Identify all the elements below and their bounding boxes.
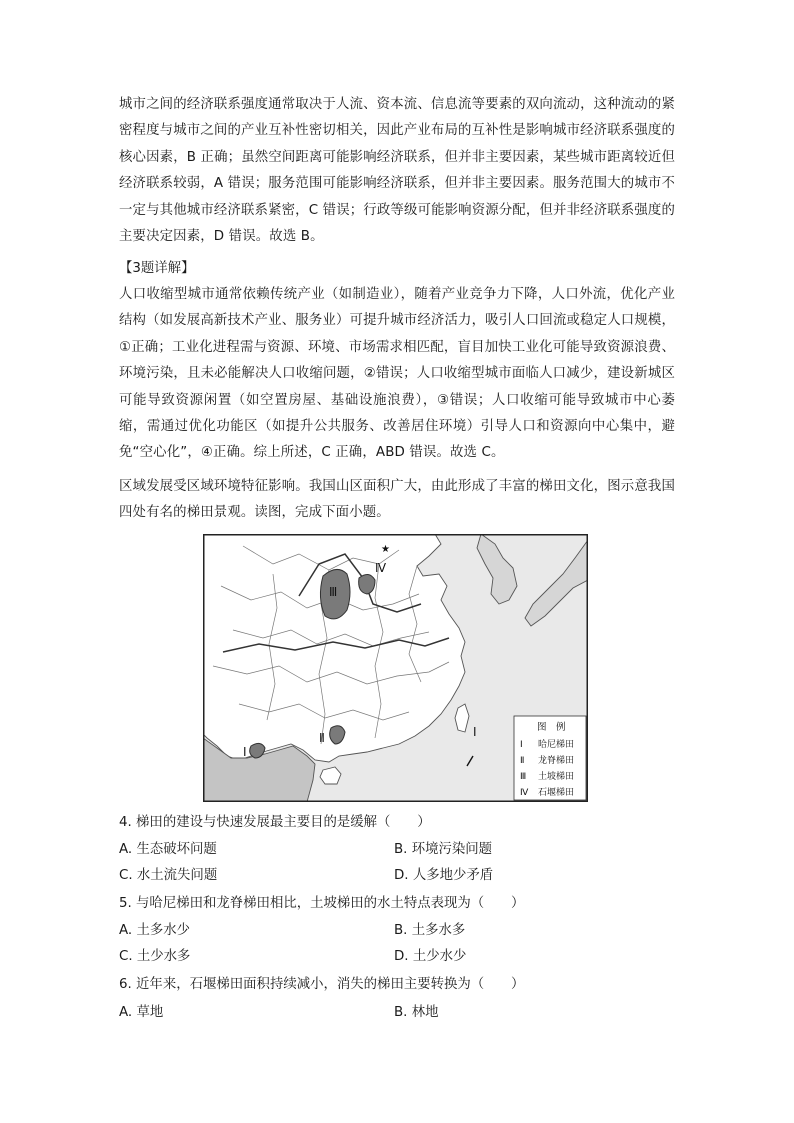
question-6-option-a[interactable]: A. 草地 [119, 1005, 164, 1020]
question-4-option-d[interactable]: D. 人多地少矛盾 [394, 868, 494, 883]
legend-num-I: Ⅰ [520, 739, 523, 749]
legend-num-IV: Ⅳ [520, 787, 529, 797]
legend-num-II: Ⅱ [520, 755, 525, 765]
question-6-option-b[interactable]: B. 林地 [394, 1005, 439, 1020]
legend-name-III: 土坡梯田 [538, 772, 575, 782]
question-5-option-c[interactable]: C. 土少水多 [119, 949, 191, 964]
intro-paragraph: 区域发展受区域环境特征影响。我国山区面积广大，由此形成了丰富的梯田文化，图示意我国四处有名的梯田景观。读图，完成下面小题。 [119, 479, 675, 521]
question-4-option-b[interactable]: B. 环境污染问题 [394, 842, 493, 857]
question-5-option-d[interactable]: D. 土少水少 [394, 949, 467, 964]
question-5-option-b[interactable]: B. 土多水多 [394, 923, 466, 938]
legend-num-III: Ⅲ [520, 771, 527, 781]
question-4-option-c[interactable]: C. 水土流失问题 [119, 868, 218, 883]
legend-name-II: 龙脊梯田 [538, 756, 575, 766]
marker-III: Ⅲ [329, 585, 338, 599]
map-svg [203, 534, 588, 802]
marker-II: Ⅱ [319, 731, 325, 745]
question-5-stem: 5. 与哈尼梯田和龙脊梯田相比，土坡梯田的水土特点表现为（ ） [119, 896, 525, 911]
terrace-region-IV [359, 574, 375, 594]
marker-I: Ⅰ [243, 745, 247, 759]
legend-name-I: 哈尼梯田 [538, 740, 575, 750]
question-6-stem: 6. 近年来，石堰梯田面积持续减小，消失的梯田主要转换为（ ） [119, 977, 525, 992]
legend-title: 图 例 [537, 722, 566, 733]
marker-IV: Ⅳ [375, 561, 387, 575]
map-legend [514, 716, 586, 800]
marker-I-sea: Ⅰ [473, 725, 477, 739]
terrace-map [203, 534, 588, 802]
question-5-option-a[interactable]: A. 土多水少 [119, 923, 190, 938]
capital-star-icon: ★ [381, 544, 390, 555]
explanation-q3: 人口收缩型城市通常依赖传统产业（如制造业），随着产业竞争力下降，人口外流，优化产业结构（如发展高新技术产业、服务业）可提升城市经济活力，吸引人口回流或稳定人口规模，①正确；工业化进程需与资源、环境、市场需求相匹配，盲目加快工业化可能导致资源浪费、环境污染，且未必能解决人口收缩问题，②错误；人口收缩型城市面临人口减少，建设新城区可能导致资源闲置（如空置房屋、基础设施浪费），③错误；人口收缩可能导致城市中心萎缩，需通过优化功能区（如提升公共服务、改善居住环境）引导人口和资源向中心集中，避免“空心化”，④正确。综上所述，C 正确，ABD 错误。故选 C。 [119, 287, 675, 461]
explanation-q2: 城市之间的经济联系强度通常取决于人流、资本流、信息流等要素的双向流动，这种流动的紧密程度与城市之间的产业互补性密切相关，因此产业布局的互补性是影响城市经济联系强度的核心因素，B 正确；虽然空间距离可能影响经济联系，但并非主要因素，某些城市距离较近但经济联系较弱，A 错误；服务范围可能影响经济联系，但并非主要因素。服务范围大的城市不一定与其他城市经济联系紧密，C 错误；行政等级可能影响资源分配，但并非经济联系强度的主要决定因素，D 错误。故选 B。 [119, 97, 675, 245]
heading-q3: 【3题详解】 [119, 261, 195, 276]
legend-name-IV: 石堰梯田 [538, 788, 575, 798]
question-4-stem: 4. 梯田的建设与快速发展最主要目的是缓解（ ） [119, 815, 431, 830]
question-4-option-a[interactable]: A. 生态破坏问题 [119, 842, 217, 857]
